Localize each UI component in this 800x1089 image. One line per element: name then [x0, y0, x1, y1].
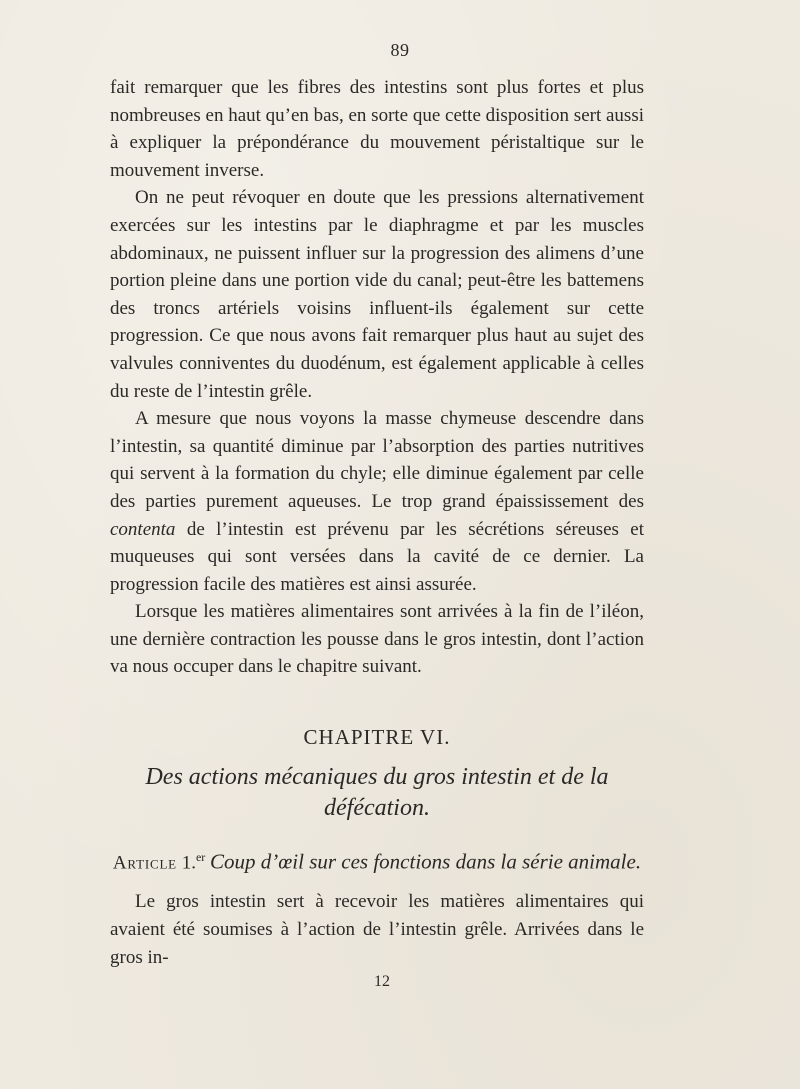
- article-title: Coup d’œil sur ces fonctions dans la série animale.: [210, 849, 642, 874]
- article-heading: [110, 844, 644, 876]
- article-number-superscript: er: [195, 850, 206, 865]
- text-block: [110, 74, 644, 991]
- chapter-title: Des actions mécaniques du gros intestin et de la défécation.: [145, 764, 609, 822]
- paragraph-masse-chymeuse: [110, 405, 644, 598]
- article-label: Article: [112, 852, 177, 874]
- paragraph-ileon: Lorsque les matières alimentaires sont arrivées à la fin de l’iléon, une dernière contraction les pousse dans le gros intestin, dont l’action va nous occuper dans le chapitre suivant.: [110, 601, 644, 678]
- page-number: 89: [390, 40, 410, 60]
- signature-mark: 12: [374, 973, 390, 991]
- italic-term-contenta: contenta: [110, 518, 176, 540]
- article-number: 1.: [181, 852, 196, 874]
- paragraph-gros-intestin: Le gros intestin sert à recevoir les matières alimentaires qui avaient été soumises à l’action de l’intestin grêle. Arrivées dans le gros in-: [110, 891, 644, 968]
- paragraph-text-segment: A mesure que nous voyons la masse chymeuse descendre dans l’intestin, sa quantité diminue par l’absorption des parties nutritives qui servent à la formation du chyle; elle diminue également par celle des parties purement aqueuses. Le trop grand épaississement des: [110, 408, 644, 512]
- paragraph-text-segment: de l’intestin est prévenu par les sécrétions séreuses et muqueuses qui sont versées dans la cavité de ce dernier. La progression facile des matières est ainsi assurée.: [110, 518, 644, 595]
- paragraph-pressions: On ne peut révoquer en doute que les pressions alternativement exercées sur les intestins par le diaphragme et par les muscles abdominaux, ne puissent influer sur la progression des alimens d’une portion pleine dans une portion vide du canal; peut-être les battemens des troncs artériels voisins influent-ils également sur cette progression. Ce que nous avons fait remarquer plus haut au sujet des valvules conniventes du duodénum, est également applicable à celles du reste de l’intestin grêle.: [110, 187, 644, 402]
- chapter-heading: CHAPITRE VI.: [303, 725, 451, 750]
- paragraph-continuation: fait remarquer que les fibres des intestins sont plus fortes et plus nombreuses en haut qu’en bas, en sorte que cette disposition sert aussi à expliquer la prépondérance du mouvement péristaltique sur le mouvement inverse.: [110, 77, 644, 181]
